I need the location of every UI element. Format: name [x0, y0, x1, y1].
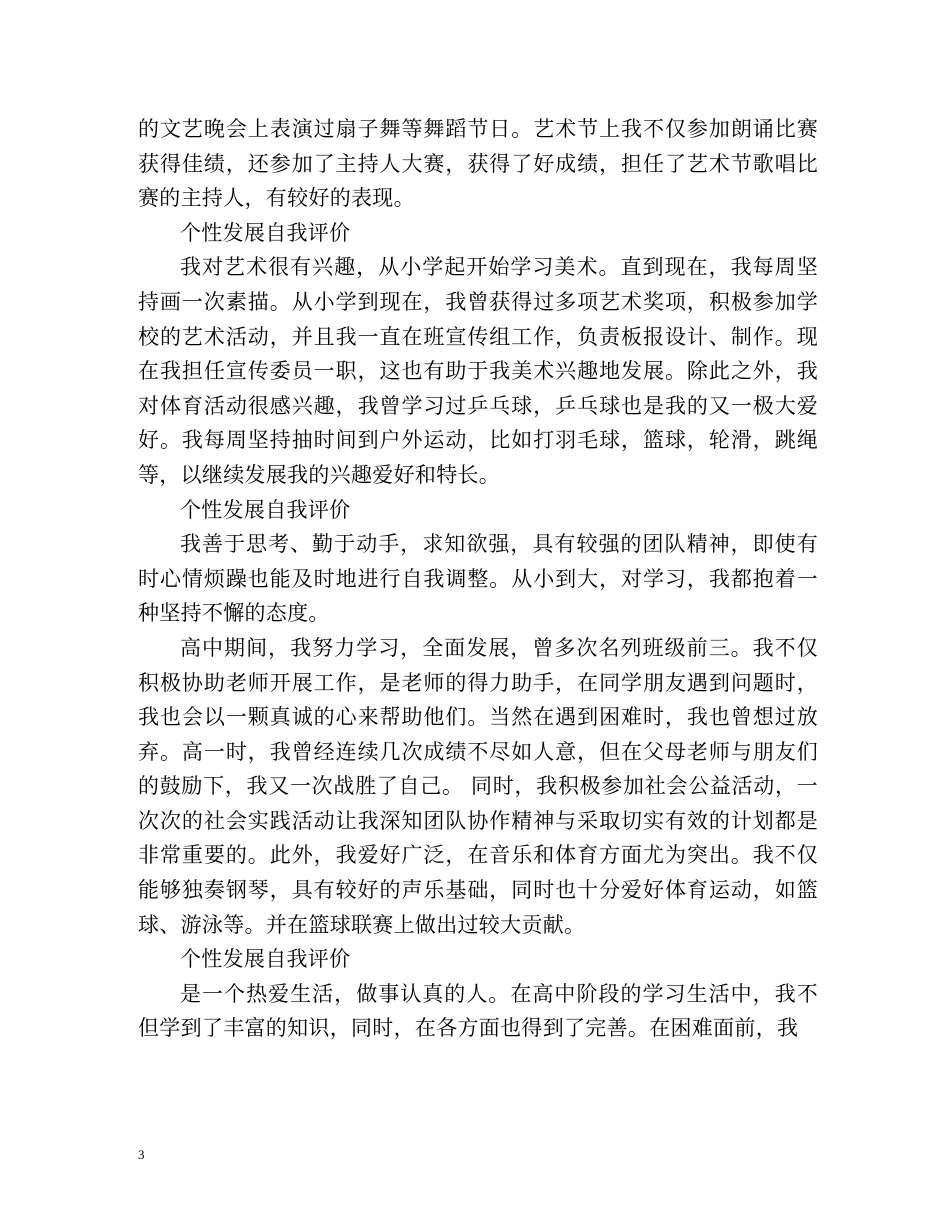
paragraph: 是一个热爱生活，做事认真的人。在高中阶段的学习生活中，我不但学到了丰富的知识，同时，在各方面也得到了完善。在困难面前，我 — [138, 981, 818, 1041]
section-heading: 个性发展自我评价 — [180, 497, 351, 522]
paragraph: 我善于思考、勤于动手，求知欲强，具有较强的团队精神，即使有时心情烦躁也能及时地进行自我调整。从小到大，对学习，我都抱着一种坚持不懈的态度。 — [138, 532, 818, 626]
section-heading: 个性发展自我评价 — [180, 947, 351, 972]
document-body — [138, 112, 818, 1046]
paragraph-continuation: 的文艺晚会上表演过扇子舞等舞蹈节日。艺术节上我不仅参加朗诵比赛获得佳绩，还参加了主持人大赛，获得了好成绩，担任了艺术节歌唱比赛的主持人，有较好的表现。 — [138, 117, 818, 211]
page-number: 3 — [138, 1147, 145, 1162]
paragraph: 高中期间，我努力学习，全面发展，曾多次名列班级前三。我不仅积极协助老师开展工作，是老师的得力助手，在同学朋友遇到问题时，我也会以一颗真诚的心来帮助他们。当然在遇到困难时，我也曾想过放弃。高一时，我曾经连续几次成绩不尽如人意，但在父母老师与朋友们的鼓励下，我又一次战胜了自己。 同时，我积极参加社会公益活动，一次次的社会实践活动让我深知团队协作精神与采取切实有效的计划都是非常重要的。此外，我爱好广泛，在音乐和体育方面尤为突出。我不仅能够独奏钢琴，具有较好的声乐基础，同时也十分爱好体育运动，如篮球、游泳等。并在篮球联赛上做出过较大贡献。 — [138, 635, 818, 937]
section-heading: 个性发展自我评价 — [180, 220, 351, 245]
paragraph: 我对艺术很有兴趣，从小学起开始学习美术。直到现在，我每周坚持画一次素描。从小学到现在，我曾获得过多项艺术奖项，积极参加学校的艺术活动，并且我一直在班宣传组工作，负责板报设计、制作。现在我担任宣传委员一职，这也有助于我美术兴趣地发展。除此之外，我对体育活动很感兴趣，我曾学习过乒乓球，乒乓球也是我的又一极大爱好。我每周坚持抽时间到户外运动，比如打羽毛球，篮球，轮滑，跳绳等，以继续发展我的兴趣爱好和特长。 — [138, 255, 818, 487]
